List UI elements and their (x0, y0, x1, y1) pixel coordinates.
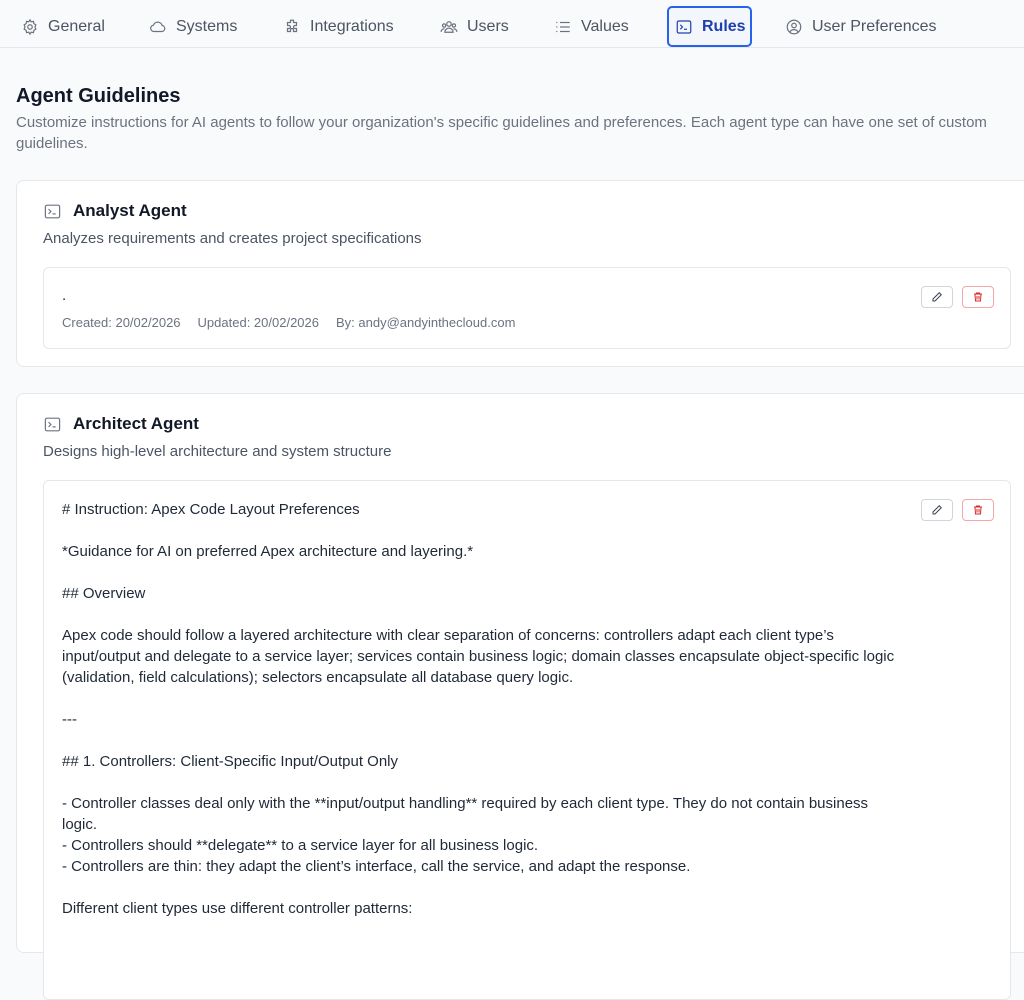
tab-label: Integrations (310, 17, 394, 35)
terminal-icon (43, 202, 62, 221)
agent-card-analyst (16, 180, 1024, 367)
user-circle-icon (785, 18, 803, 36)
tab-label: Rules (702, 17, 746, 35)
tab-integrations[interactable] (283, 6, 394, 47)
guideline-entry (43, 267, 1011, 349)
edit-button[interactable] (921, 499, 953, 521)
page-description: Customize instructions for AI agents to follow your organization's specific guidelines and preferences. Each agent type can have one set of custom guidelines. (16, 114, 987, 152)
agent-name: Architect Agent (73, 414, 199, 433)
trash-icon (972, 291, 984, 303)
pencil-icon (931, 291, 943, 303)
tab-rules[interactable] (667, 6, 752, 47)
tab-label: General (48, 17, 105, 35)
agent-name: Analyst Agent (73, 201, 187, 220)
guideline-entry (43, 480, 1011, 1000)
terminal-icon (675, 18, 693, 36)
guideline-meta (62, 315, 532, 330)
page-title: Agent Guidelines (16, 85, 181, 107)
created-date: Created: 20/02/2026 (62, 315, 181, 330)
tab-label: User Preferences (812, 17, 937, 35)
guideline-actions (921, 286, 994, 308)
guideline-text: . (62, 287, 67, 304)
pencil-icon (931, 504, 943, 516)
tab-label: Users (467, 17, 509, 35)
delete-button[interactable] (962, 286, 994, 308)
tab-user-preferences[interactable] (785, 6, 937, 47)
agent-description: Designs high-level architecture and system structure (43, 443, 392, 460)
agent-card-architect (16, 393, 1024, 953)
tab-label: Systems (176, 17, 238, 35)
agent-header (43, 201, 187, 221)
tab-users[interactable] (440, 6, 509, 47)
delete-button[interactable] (962, 499, 994, 521)
author: By: andy@andyinthecloud.com (335, 315, 516, 330)
terminal-icon (43, 415, 62, 434)
tab-general[interactable] (21, 6, 105, 47)
updated-date: Updated: 20/02/2026 (197, 315, 319, 330)
puzzle-icon (283, 18, 301, 36)
users-icon (440, 18, 458, 36)
trash-icon (972, 504, 984, 516)
tab-label: Values (581, 17, 629, 35)
tab-systems[interactable] (149, 6, 237, 47)
agent-description: Analyzes requirements and creates project specifications (43, 230, 422, 247)
cloud-icon (149, 18, 167, 36)
edit-button[interactable] (921, 286, 953, 308)
gear-icon (21, 18, 39, 36)
guideline-actions (921, 499, 994, 521)
list-icon (554, 18, 572, 36)
agent-header (43, 414, 199, 434)
settings-tabbar (0, 0, 1024, 48)
tab-values[interactable] (554, 6, 629, 47)
guideline-text: # Instruction: Apex Code Layout Preferences *Guidance for AI on preferred Apex architecture and layering.* ## Overview Apex code should follow a layered architecture with clear separation of concerns: controllers adapt each client type’s input/output and delegate to a service layer; services contain business logic; domain classes encapsulate object-specific logic (validation, field calculations); selectors encapsulate all database query logic. --- ## 1. Controllers: Client-Specific Input/Output Only - Controller classes deal only with the **input/output handling** required by each client type. They do not contain business logic. - Controllers should **delegate** to a service layer for all business logic. - Controllers are thin: they adapt the client’s interface, call the service, and adapt the response. Different client types use different controller patterns: (62, 501, 895, 917)
